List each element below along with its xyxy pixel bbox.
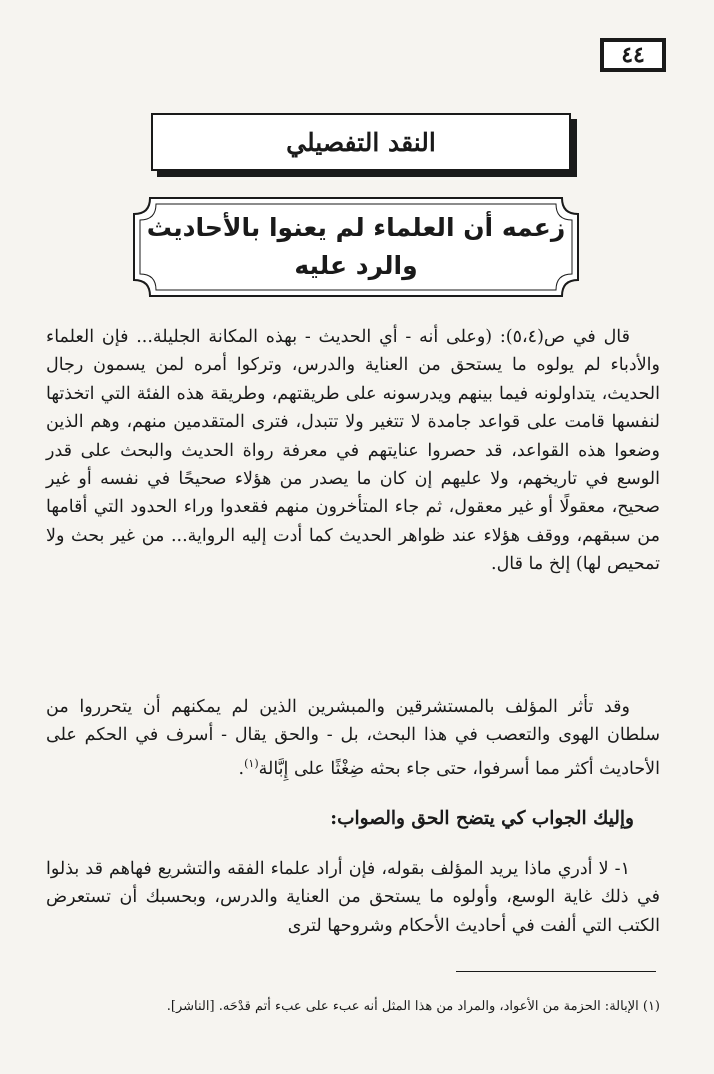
- footnote-divider: [456, 971, 656, 972]
- title-line-2: والرد عليه: [294, 251, 418, 280]
- paragraph-end: .: [238, 758, 245, 779]
- page-number: ٤٤: [600, 38, 666, 72]
- footnote: (١) الإبالة: الحزمة من الأعواد، والمراد من هذا المثل أنه عبء على عبء أتم قدْحَه. [الناشر].: [166, 999, 660, 1014]
- section-header: النقد التفصيلي: [151, 113, 571, 171]
- title-frame: [128, 192, 584, 302]
- paragraph-response-1: ١- لا أدري ماذا يريد المؤلف بقوله، فإن أراد علماء الفقه والتشريع فهاهم قد بذلوا في ذلك غاية الوسع، وأولوه ما يستحق من العناية والدرس، وبحسبك أن تستعرض الكتب التي ألفت في أحاديث الأحكام وشروحها لترى: [46, 859, 660, 936]
- paragraph-quote: قال في ص(٥،٤): (وعلى أنه - أي الحديث - بهذه المكانة الجليلة... فإن العلماء والأدباء لم يولوه ما يستحق من العناية والدرس، وتركوا أمره لمن يسمون رجال الحديث، يتداولونه فيما بينهم ويدرسونه على طريقتهم، وطريقة هذه الفئة التي اتخذتها لنفسها قامت على قواعد جامدة لا تتغير ولا تتبدل، فترى المتقدمين منهم، وهم الذين وضعوا هذه القواعد، قد حصروا عنايتهم في معرفة رواة الحديث والبحث على قدر الوسع في تاريخهم، ولا عليهم إن كان ما يصدر من هؤلاء صحيحًا في نفسه أو غير صحيح، معقولًا أو غير معقول، ثم جاء المتأخرون منهم فقعدوا وراء الحدود التي أقامها من سبقهم، ووقف هؤلاء عند ظواهر الحديث كما أدت إليه الرواية... من غير بحث ولا تمحيص لها) إلخ ما قال.: [46, 327, 660, 575]
- paragraph-author-critique: [46, 693, 660, 783]
- footnote-marker: (١): [244, 756, 259, 770]
- sub-heading: وإليك الجواب كي يتضح الحق والصواب:: [330, 808, 634, 829]
- paragraph-author-critique-text: وقد تأثر المؤلف بالمستشرقين والمبشرين الذين لم يمكنهم أن يتحرروا من سلطان الهوى والتعصب في هذا البحث، بل - والحق يقال - أسرف في الحكم على الأحاديث أكثر مما أسرفوا، حتى جاء بحثه ضِغْثًا على إِبَّالة: [46, 697, 660, 779]
- title-line-1: زعمه أن العلماء لم يعنوا بالأحاديث: [146, 213, 566, 242]
